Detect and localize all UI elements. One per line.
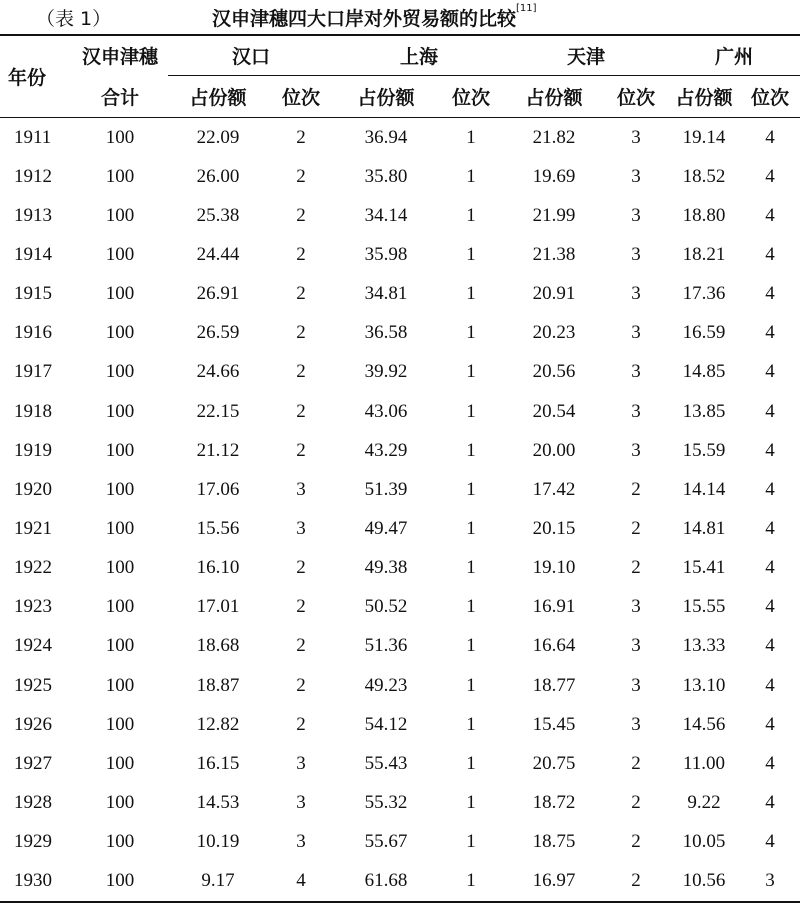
tianjin-rank-cell: 3 xyxy=(631,635,641,657)
shanghai-share-cell: 55.32 xyxy=(364,791,408,813)
shanghai-rank-cell: 1 xyxy=(466,674,476,696)
hankou-rank-cell: 2 xyxy=(296,322,306,344)
year-cell: 1924 xyxy=(14,635,52,657)
tianjin-share-cell: 20.15 xyxy=(532,517,576,539)
tianjin-share-cell: 17.42 xyxy=(532,478,576,500)
guangzhou-rank-cell: 4 xyxy=(765,243,775,265)
guangzhou-share-cell: 13.10 xyxy=(682,674,726,696)
shanghai-rank-cell: 1 xyxy=(466,635,476,657)
tianjin-share-cell: 20.54 xyxy=(532,400,576,422)
table-row xyxy=(0,783,800,822)
total-cell: 100 xyxy=(105,322,135,344)
year-cell: 1912 xyxy=(14,165,52,187)
guangzhou-rank-cell: 4 xyxy=(765,831,775,853)
table-caption xyxy=(0,0,800,32)
hankou-rank-cell: 2 xyxy=(296,243,306,265)
shanghai-rank-cell: 1 xyxy=(466,361,476,383)
total-cell: 100 xyxy=(105,478,135,500)
total-cell: 100 xyxy=(105,243,135,265)
year-cell: 1923 xyxy=(14,596,52,618)
city-header-hankou: 汉口 xyxy=(168,35,334,76)
shanghai-rank-cell: 1 xyxy=(466,478,476,500)
hankou-rank-cell: 2 xyxy=(296,674,306,696)
shanghai-rank-cell: 1 xyxy=(466,831,476,853)
share-header: 占份额 xyxy=(334,76,438,118)
year-cell: 1915 xyxy=(14,283,52,305)
tianjin-rank-cell: 3 xyxy=(631,243,641,265)
total-cell: 100 xyxy=(105,791,135,813)
table-row xyxy=(0,470,800,509)
guangzhou-rank-cell: 4 xyxy=(765,283,775,305)
guangzhou-share-cell: 14.14 xyxy=(682,478,726,500)
guangzhou-share-cell: 15.55 xyxy=(682,596,726,618)
year-cell: 1928 xyxy=(14,791,52,813)
shanghai-share-cell: 34.14 xyxy=(364,204,408,226)
table-row xyxy=(0,196,800,235)
table-row xyxy=(0,549,800,588)
city-header-guangzhou: 广州 xyxy=(668,35,800,76)
guangzhou-rank-cell: 4 xyxy=(765,478,775,500)
tianjin-share-cell: 16.64 xyxy=(532,635,576,657)
hankou-share-cell: 22.15 xyxy=(196,400,240,422)
year-cell: 1921 xyxy=(14,517,52,539)
city-header-tianjin: 天津 xyxy=(504,35,668,76)
table-row xyxy=(0,862,800,902)
total-cell: 100 xyxy=(105,557,135,579)
tianjin-rank-cell: 2 xyxy=(631,557,641,579)
total-cell: 100 xyxy=(105,596,135,618)
guangzhou-share-cell: 18.80 xyxy=(682,204,726,226)
total-cell: 100 xyxy=(105,831,135,853)
year-cell: 1911 xyxy=(14,126,52,148)
rank-header: 位次 xyxy=(740,76,800,118)
shanghai-share-cell: 49.38 xyxy=(364,557,408,579)
hankou-rank-cell: 3 xyxy=(296,791,306,813)
guangzhou-rank-cell: 3 xyxy=(740,862,800,902)
tianjin-rank-cell: 2 xyxy=(631,517,641,539)
shanghai-rank-cell: 1 xyxy=(466,517,476,539)
tianjin-share-cell: 15.45 xyxy=(532,713,576,735)
tianjin-rank-cell: 3 xyxy=(631,322,641,344)
guangzhou-share-cell: 10.56 xyxy=(668,862,740,902)
table-row xyxy=(0,509,800,548)
shanghai-share-cell: 36.94 xyxy=(364,126,408,148)
year-cell: 1917 xyxy=(14,361,52,383)
tianjin-rank-cell: 2 xyxy=(631,752,641,774)
hankou-rank-cell: 2 xyxy=(296,557,306,579)
year-cell: 1926 xyxy=(14,713,52,735)
hankou-rank-cell: 4 xyxy=(268,862,334,902)
hankou-rank-cell: 3 xyxy=(296,517,306,539)
hankou-share-cell: 17.01 xyxy=(196,596,240,618)
tianjin-rank-cell: 2 xyxy=(631,478,641,500)
shanghai-share-cell: 55.67 xyxy=(364,831,408,853)
tianjin-rank-cell: 3 xyxy=(631,126,641,148)
year-cell: 1914 xyxy=(14,243,52,265)
hankou-rank-cell: 2 xyxy=(296,361,306,383)
table-row xyxy=(0,666,800,705)
hankou-share-cell: 26.59 xyxy=(196,322,240,344)
reference-mark: [11] xyxy=(516,3,537,14)
guangzhou-share-cell: 18.21 xyxy=(682,243,726,265)
shanghai-share-cell: 51.36 xyxy=(364,635,408,657)
tianjin-share-cell: 20.91 xyxy=(532,283,576,305)
shanghai-share-cell: 43.29 xyxy=(364,439,408,461)
shanghai-rank-cell: 1 xyxy=(466,713,476,735)
tianjin-share-cell: 20.00 xyxy=(532,439,576,461)
total-cell: 100 xyxy=(105,361,135,383)
hankou-share-cell: 24.66 xyxy=(196,361,240,383)
header-row-2 xyxy=(0,76,800,118)
shanghai-rank-cell: 1 xyxy=(438,862,504,902)
shanghai-rank-cell: 1 xyxy=(466,204,476,226)
table-row xyxy=(0,392,800,431)
year-header: 年份 xyxy=(0,35,72,118)
table-number: （表 1） xyxy=(36,8,112,30)
tianjin-share-cell: 21.38 xyxy=(532,243,576,265)
year-cell: 1930 xyxy=(0,862,72,902)
table-row xyxy=(0,744,800,783)
tianjin-share-cell: 16.97 xyxy=(504,862,604,902)
shanghai-share-cell: 49.47 xyxy=(364,517,408,539)
hankou-rank-cell: 2 xyxy=(296,126,306,148)
tianjin-rank-cell: 3 xyxy=(631,165,641,187)
shanghai-rank-cell: 1 xyxy=(466,165,476,187)
tianjin-rank-cell: 3 xyxy=(631,596,641,618)
shanghai-share-cell: 61.68 xyxy=(334,862,438,902)
guangzhou-share-cell: 15.59 xyxy=(682,439,726,461)
total-cell: 100 xyxy=(105,283,135,305)
table-row xyxy=(0,431,800,470)
hankou-share-cell: 17.06 xyxy=(196,478,240,500)
year-cell: 1913 xyxy=(14,204,52,226)
guangzhou-share-cell: 19.14 xyxy=(682,126,726,148)
table-row xyxy=(0,353,800,392)
guangzhou-rank-cell: 4 xyxy=(765,674,775,696)
tianjin-share-cell: 20.56 xyxy=(532,361,576,383)
guangzhou-share-cell: 10.05 xyxy=(682,831,726,853)
tianjin-rank-cell: 3 xyxy=(631,204,641,226)
hankou-share-cell: 24.44 xyxy=(196,243,240,265)
shanghai-rank-cell: 1 xyxy=(466,596,476,618)
hankou-share-cell: 10.19 xyxy=(196,831,240,853)
tianjin-rank-cell: 3 xyxy=(631,713,641,735)
table-row xyxy=(0,705,800,744)
shanghai-rank-cell: 1 xyxy=(466,439,476,461)
hankou-rank-cell: 2 xyxy=(296,283,306,305)
total-cell: 100 xyxy=(105,126,135,148)
table-title-text: 汉申津穗四大口岸对外贸易额的比较 xyxy=(212,8,517,30)
year-cell: 1919 xyxy=(14,439,52,461)
tianjin-share-cell: 18.72 xyxy=(532,791,576,813)
table-header xyxy=(0,35,800,118)
hankou-share-cell: 15.56 xyxy=(196,517,240,539)
table-row xyxy=(0,314,800,353)
tianjin-rank-cell: 2 xyxy=(604,862,668,902)
guangzhou-rank-cell: 4 xyxy=(765,596,775,618)
guangzhou-rank-cell: 4 xyxy=(765,204,775,226)
guangzhou-rank-cell: 4 xyxy=(765,557,775,579)
hankou-share-cell: 22.09 xyxy=(196,126,240,148)
tianjin-rank-cell: 2 xyxy=(631,831,641,853)
hankou-rank-cell: 2 xyxy=(296,713,306,735)
year-cell: 1922 xyxy=(14,557,52,579)
total-header-line2: 合计 xyxy=(72,76,168,118)
shanghai-share-cell: 55.43 xyxy=(364,752,408,774)
tianjin-rank-cell: 3 xyxy=(631,283,641,305)
shanghai-rank-cell: 1 xyxy=(466,557,476,579)
year-cell: 1920 xyxy=(14,478,52,500)
hankou-rank-cell: 2 xyxy=(296,596,306,618)
hankou-share-cell: 16.15 xyxy=(196,752,240,774)
trade-share-table xyxy=(0,34,800,903)
share-header: 占份额 xyxy=(668,76,740,118)
total-cell: 100 xyxy=(105,517,135,539)
guangzhou-share-cell: 11.00 xyxy=(683,752,726,774)
tianjin-rank-cell: 3 xyxy=(631,400,641,422)
tianjin-rank-cell: 2 xyxy=(631,791,641,813)
guangzhou-rank-cell: 4 xyxy=(765,126,775,148)
hankou-rank-cell: 2 xyxy=(296,165,306,187)
rank-header: 位次 xyxy=(268,76,334,118)
tianjin-share-cell: 20.23 xyxy=(532,322,576,344)
table-body xyxy=(0,118,800,902)
total-cell: 100 xyxy=(105,204,135,226)
hankou-share-cell: 18.68 xyxy=(196,635,240,657)
guangzhou-share-cell: 18.52 xyxy=(682,165,726,187)
total-cell: 100 xyxy=(105,400,135,422)
total-cell: 100 xyxy=(105,713,135,735)
rank-header: 位次 xyxy=(438,76,504,118)
tianjin-share-cell: 20.75 xyxy=(532,752,576,774)
total-cell: 100 xyxy=(105,752,135,774)
hankou-rank-cell: 3 xyxy=(296,478,306,500)
guangzhou-rank-cell: 4 xyxy=(765,635,775,657)
header-row-1 xyxy=(0,35,800,76)
shanghai-share-cell: 34.81 xyxy=(364,283,408,305)
share-header: 占份额 xyxy=(168,76,268,118)
share-header: 占份额 xyxy=(504,76,604,118)
table-row xyxy=(0,627,800,666)
hankou-rank-cell: 2 xyxy=(296,204,306,226)
total-cell: 100 xyxy=(105,674,135,696)
shanghai-rank-cell: 1 xyxy=(466,283,476,305)
shanghai-rank-cell: 1 xyxy=(466,322,476,344)
hankou-rank-cell: 3 xyxy=(296,752,306,774)
shanghai-share-cell: 36.58 xyxy=(364,322,408,344)
shanghai-rank-cell: 1 xyxy=(466,400,476,422)
tianjin-share-cell: 21.99 xyxy=(532,204,576,226)
tianjin-share-cell: 18.77 xyxy=(532,674,576,696)
hankou-share-cell: 21.12 xyxy=(196,439,240,461)
table-row xyxy=(0,275,800,314)
tianjin-rank-cell: 3 xyxy=(631,439,641,461)
tianjin-rank-cell: 3 xyxy=(631,361,641,383)
shanghai-rank-cell: 1 xyxy=(466,126,476,148)
total-cell: 100 xyxy=(105,439,135,461)
hankou-rank-cell: 3 xyxy=(296,831,306,853)
hankou-share-cell: 12.82 xyxy=(196,713,240,735)
guangzhou-share-cell: 14.85 xyxy=(682,361,726,383)
guangzhou-rank-cell: 4 xyxy=(765,322,775,344)
shanghai-rank-cell: 1 xyxy=(466,243,476,265)
guangzhou-share-cell: 15.41 xyxy=(682,557,726,579)
guangzhou-share-cell: 17.36 xyxy=(682,283,726,305)
guangzhou-rank-cell: 4 xyxy=(765,165,775,187)
guangzhou-rank-cell: 4 xyxy=(765,752,775,774)
guangzhou-rank-cell: 4 xyxy=(765,791,775,813)
shanghai-share-cell: 39.92 xyxy=(364,361,408,383)
shanghai-share-cell: 35.80 xyxy=(364,165,408,187)
table-row xyxy=(0,235,800,274)
year-cell: 1929 xyxy=(14,831,52,853)
tianjin-rank-cell: 3 xyxy=(631,674,641,696)
table-title xyxy=(212,4,537,31)
guangzhou-rank-cell: 4 xyxy=(765,361,775,383)
total-header-line1: 汉申津穗 xyxy=(72,35,168,76)
hankou-share-cell: 14.53 xyxy=(196,791,240,813)
hankou-share-cell: 26.00 xyxy=(196,165,240,187)
guangzhou-rank-cell: 4 xyxy=(765,439,775,461)
shanghai-rank-cell: 1 xyxy=(466,791,476,813)
shanghai-rank-cell: 1 xyxy=(466,752,476,774)
table-row xyxy=(0,118,800,158)
table-row xyxy=(0,157,800,196)
total-cell: 100 xyxy=(105,635,135,657)
shanghai-share-cell: 43.06 xyxy=(364,400,408,422)
tianjin-share-cell: 18.75 xyxy=(532,831,576,853)
city-header-shanghai: 上海 xyxy=(334,35,504,76)
hankou-share-cell: 26.91 xyxy=(196,283,240,305)
hankou-share-cell: 9.17 xyxy=(168,862,268,902)
guangzhou-rank-cell: 4 xyxy=(765,517,775,539)
shanghai-share-cell: 50.52 xyxy=(364,596,408,618)
hankou-share-cell: 25.38 xyxy=(196,204,240,226)
shanghai-share-cell: 35.98 xyxy=(364,243,408,265)
hankou-rank-cell: 2 xyxy=(296,439,306,461)
guangzhou-share-cell: 14.81 xyxy=(682,517,726,539)
guangzhou-share-cell: 9.22 xyxy=(687,791,721,813)
rank-header: 位次 xyxy=(604,76,668,118)
tianjin-share-cell: 19.10 xyxy=(532,557,576,579)
shanghai-share-cell: 54.12 xyxy=(364,713,408,735)
tianjin-share-cell: 16.91 xyxy=(532,596,576,618)
shanghai-share-cell: 49.23 xyxy=(364,674,408,696)
total-cell: 100 xyxy=(105,165,135,187)
year-cell: 1916 xyxy=(14,322,52,344)
hankou-share-cell: 18.87 xyxy=(196,674,240,696)
guangzhou-share-cell: 13.33 xyxy=(682,635,726,657)
tianjin-share-cell: 21.82 xyxy=(532,126,576,148)
shanghai-share-cell: 51.39 xyxy=(364,478,408,500)
guangzhou-rank-cell: 4 xyxy=(765,400,775,422)
hankou-rank-cell: 2 xyxy=(296,635,306,657)
guangzhou-share-cell: 14.56 xyxy=(682,713,726,735)
total-cell: 100 xyxy=(72,862,168,902)
guangzhou-rank-cell: 4 xyxy=(765,713,775,735)
table-row xyxy=(0,823,800,862)
hankou-share-cell: 16.10 xyxy=(196,557,240,579)
year-cell: 1927 xyxy=(14,752,52,774)
guangzhou-share-cell: 13.85 xyxy=(682,400,726,422)
guangzhou-share-cell: 16.59 xyxy=(682,322,726,344)
table-row xyxy=(0,588,800,627)
hankou-rank-cell: 2 xyxy=(296,400,306,422)
tianjin-share-cell: 19.69 xyxy=(532,165,576,187)
year-cell: 1918 xyxy=(14,400,52,422)
year-cell: 1925 xyxy=(14,674,52,696)
